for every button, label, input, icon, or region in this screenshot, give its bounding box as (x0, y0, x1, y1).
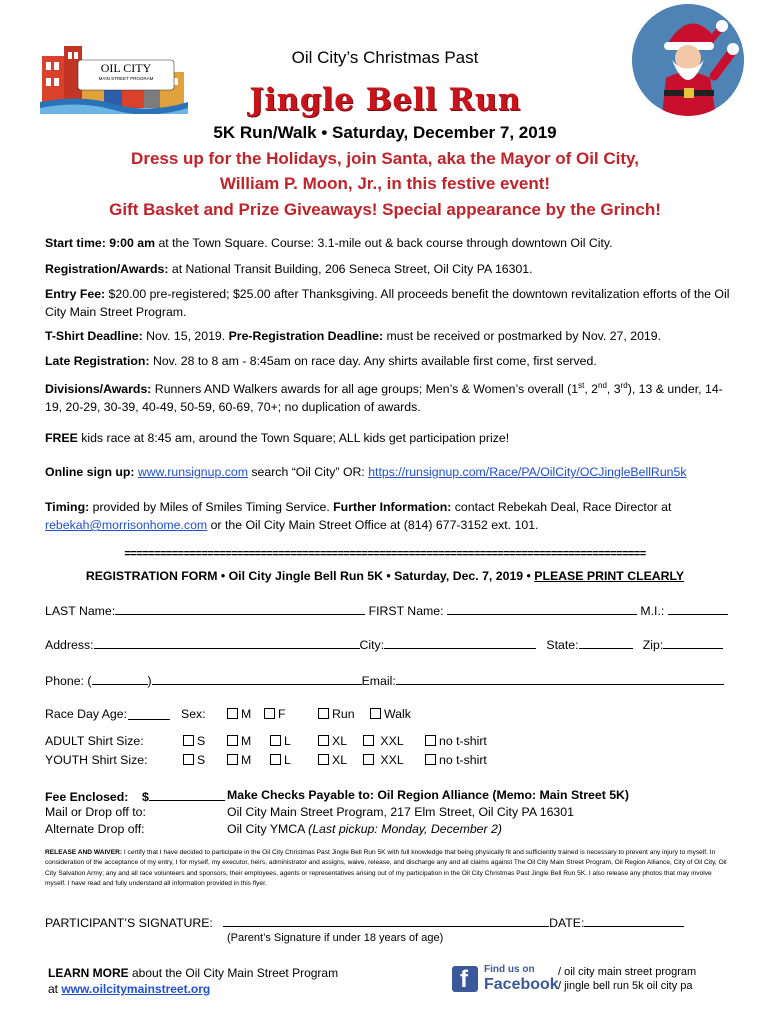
facebook-page-1: / oil city main street program (558, 966, 697, 978)
l-label: L (284, 753, 291, 767)
email-field[interactable] (396, 672, 724, 685)
text: kids race at 8:45 am, around the Town Square; ALL kids get participation prize! (77, 431, 510, 445)
text: , 3 (606, 382, 621, 397)
f-label: F (278, 707, 286, 721)
mi-label: M.I.: (640, 604, 665, 618)
text: about the Oil City Main Street Program (128, 966, 339, 980)
l-label: L (284, 734, 291, 748)
name-row (45, 602, 728, 618)
first-name-field[interactable] (447, 602, 637, 615)
ymca-pickup-note: (Last pickup: Monday, December 2) (308, 822, 502, 836)
tagline-line-3: Gift Basket and Prize Giveaways! Special appearance by the Grinch! (109, 200, 661, 219)
online-signup-info (45, 463, 735, 481)
find-us-text: Find us on (484, 964, 535, 975)
text: ), 13 & under, 14-19, 20-29, 30-39, 40-49, 50-59, 60-69, 70+; no duplication of awards. (45, 382, 723, 415)
entry-fee-info (45, 285, 735, 321)
xxl-label: XXL (380, 734, 404, 748)
date-label: DATE: (549, 916, 585, 930)
fee-enclosed-label: Fee Enclosed: (45, 790, 129, 804)
label: Start time: (45, 236, 106, 250)
ymca-name: Oil City YMCA (227, 822, 309, 836)
timing-info (45, 498, 735, 534)
adult-no-tshirt-checkbox[interactable] (425, 734, 487, 748)
late-registration-info (45, 352, 735, 370)
alternate-drop-label: Alternate Drop off: (45, 822, 145, 836)
text: search “Oil City” OR: (247, 465, 369, 479)
no-tshirt-label: no t-shirt (439, 753, 487, 767)
sup: nd (598, 381, 607, 390)
deadline-info (45, 327, 735, 345)
phone-field[interactable] (152, 672, 362, 685)
youth-shirt-size-label: YOUTH Shirt Size: (45, 753, 148, 767)
sup: st (578, 381, 585, 390)
xxl-label: XXL (380, 753, 404, 767)
learn-more-text (48, 965, 338, 997)
fee-enclosed-field[interactable] (149, 788, 225, 801)
adult-s-checkbox[interactable] (183, 734, 205, 748)
label: Divisions/Awards: (45, 382, 152, 397)
logo-text-program: MAIN STREET PROGRAM (98, 76, 154, 81)
youth-s-checkbox[interactable] (183, 753, 205, 767)
s-label: S (197, 734, 206, 748)
adult-m-checkbox[interactable] (227, 734, 251, 748)
text: at (48, 982, 62, 996)
youth-m-checkbox[interactable] (227, 753, 251, 767)
checks-payable-text: Make Checks Payable to: Oil Region Alliance (Memo: Main Street 5K) (227, 788, 630, 802)
text: at the Town Square. Course: 3.1-mile out & back course through downtown Oil City. (155, 236, 613, 250)
kids-race-info (45, 429, 735, 447)
logo-text-oil-city: OIL CITY (100, 61, 152, 75)
address-label: Address: (45, 638, 94, 652)
phone-label: Phone: ( (45, 674, 92, 688)
email-label: Email: (361, 674, 396, 688)
adult-xl-checkbox[interactable] (318, 734, 347, 748)
start-time-value: 9:00 am (109, 236, 156, 250)
address-row (45, 636, 723, 652)
text: Runners AND Walkers awards for all age groups; Men’s & Women’s overall (1 (151, 382, 579, 397)
facebook-wordmark: Facebook (484, 976, 559, 993)
label: Timing: (45, 500, 90, 514)
text: at National Transit Building, 206 Seneca Street, Oil City PA 16301. (168, 262, 533, 276)
signature-label: PARTICIPANT’S SIGNATURE: (45, 916, 213, 930)
main-street-site-link[interactable]: www.oilcitymainstreet.org (61, 982, 211, 996)
zip-field[interactable] (663, 636, 723, 649)
walk-label: Walk (384, 707, 411, 721)
label: FREE (45, 431, 78, 445)
signature-field[interactable] (223, 914, 549, 927)
phone-close: ) (147, 674, 152, 688)
first-name-label: FIRST Name: (368, 604, 444, 618)
mailing-address-text: Oil City Main Street Program, 217 Elm Street, Oil City PA 16301 (227, 805, 574, 819)
text: Nov. 15, 2019. (142, 329, 229, 343)
state-label: State: (546, 638, 579, 652)
heading-text: REGISTRATION FORM • Oil City Jingle Bell Run 5K • Saturday, Dec. 7, 2019 • (85, 569, 535, 583)
tagline-line-1: Dress up for the Holidays, join Santa, aka the Mayor of Oil City, (131, 149, 639, 168)
text: or the Oil City Main Street Office at (814) 677-3152 ext. 101. (207, 518, 539, 532)
adult-shirt-size-label: ADULT Shirt Size: (45, 734, 144, 748)
waiver-text: I certify that I have decided to participate in the Oil City Christmas Past Jingle Bell Run 5K with full knowledge that being physically fit and sufficiently trained is necessary to prevent any injury to myself. In consideration of the acceptance of my entry, I for myself, my executor, heirs, administrator and assigns, waive, release, and discharge any and all claims against The Oil City Main Street Program, Oil Region Alliance, City of Oil City, Oil City Salvation Army; any and all race volunteers and sponsors, their employees, agents or representatives arising out of my participation in the Oil City Christmas Past Jingle Bell Run 5K. I also release any photos that may involve myself. I have read and fully understand all information provided in this flyer. (45, 849, 727, 888)
city-label: City: (359, 638, 385, 652)
fee-enclosed-row (45, 788, 225, 804)
sex-f-checkbox[interactable] (264, 707, 286, 721)
label: T-Shirt Deadline: (45, 329, 143, 343)
race-day-age-field[interactable] (128, 707, 170, 720)
race-day-age-label: Race Day Age: (45, 707, 128, 721)
event-subtitle: Oil City’s Christmas Past (291, 48, 479, 67)
release-waiver (45, 848, 731, 890)
youth-xl-checkbox[interactable] (318, 753, 347, 767)
text: , 2 (584, 382, 599, 397)
run-checkbox[interactable] (318, 707, 355, 721)
last-name-label: LAST Name: (45, 604, 116, 618)
event-date-line: 5K Run/Walk • Saturday, December 7, 2019 (213, 123, 557, 142)
text: provided by Miles of Smiles Timing Service. (89, 500, 334, 514)
walk-checkbox[interactable] (370, 707, 411, 721)
run-label: Run (332, 707, 355, 721)
m-label: M (241, 734, 252, 748)
learn-more-label: LEARN MORE (48, 966, 129, 980)
label: Online sign up: (45, 465, 135, 479)
label: Further Information: (333, 500, 452, 514)
area-code-field[interactable] (92, 672, 148, 685)
no-tshirt-label: no t-shirt (439, 734, 487, 748)
youth-xxl-checkbox[interactable] (363, 753, 404, 767)
sup: rd (620, 381, 628, 390)
print-clearly-text: PLEASE PRINT CLEARLY (534, 569, 685, 583)
text: must be received or postmarked by Nov. 27, 2019. (383, 329, 662, 343)
label: Late Registration: (45, 354, 150, 368)
parent-signature-note: (Parent’s Signature if under 18 years of age) (227, 932, 444, 944)
phone-row (45, 672, 724, 688)
waiver-label: RELEASE AND WAIVER: (45, 849, 123, 856)
event-title: Jingle Bell Run (249, 82, 521, 118)
city-field[interactable] (384, 636, 536, 649)
adult-xxl-checkbox[interactable] (363, 734, 404, 748)
m-label: M (241, 753, 252, 767)
sex-label: Sex: (181, 707, 206, 721)
label: Entry Fee: (45, 287, 106, 301)
text: contact Rebekah Deal, Race Director at (451, 500, 672, 514)
youth-l-checkbox[interactable] (270, 753, 291, 767)
facebook-page-2: / jingle bell run 5k oil city pa (558, 980, 693, 992)
label: Pre-Registration Deadline: (228, 329, 384, 343)
mi-field[interactable] (668, 602, 728, 615)
adult-l-checkbox[interactable] (270, 734, 291, 748)
mail-drop-label: Mail or Drop off to: (45, 805, 146, 819)
date-field[interactable] (584, 914, 684, 927)
dollar-sign: $ (142, 790, 149, 804)
address-field[interactable] (94, 636, 360, 649)
facebook-pages (558, 965, 696, 993)
s-label: S (197, 753, 206, 767)
state-field[interactable] (579, 636, 633, 649)
runsignup-link[interactable]: www.runsignup.com (137, 465, 248, 479)
registration-info (45, 260, 735, 278)
race-registration-link[interactable]: https://runsignup.com/Race/PA/OilCity/OCJingleBellRun5k (368, 465, 687, 479)
signature-row (45, 914, 684, 930)
director-email-link[interactable]: rebekah@morrisonhome.com (45, 518, 208, 532)
xl-label: XL (332, 753, 348, 767)
m-label: M (241, 707, 252, 721)
divisions-info (45, 377, 735, 416)
text: Nov. 28 to 8 am - 8:45am on race day. Any shirts available first come, first served. (149, 354, 597, 368)
label: Registration/Awards: (45, 262, 169, 276)
zip-label: Zip: (642, 638, 664, 652)
facebook-icon: f (452, 966, 478, 992)
start-time-info (45, 234, 735, 252)
last-name-field[interactable] (115, 602, 365, 615)
xl-label: XL (332, 734, 348, 748)
sex-m-checkbox[interactable] (227, 707, 251, 721)
tagline-line-2: William P. Moon, Jr., in this festive event! (219, 174, 551, 193)
ymca-text (227, 822, 502, 836)
facebook-badge[interactable] (452, 964, 559, 996)
youth-no-tshirt-checkbox[interactable] (425, 753, 487, 767)
separator-line: ======================================================================================== (124, 548, 646, 560)
registration-form-heading (0, 569, 770, 583)
text: $20.00 pre-registered; $25.00 after Thanksgiving. All proceeds benefit the downtown revitalization efforts of the Oil City Main Street Program. (45, 287, 730, 319)
